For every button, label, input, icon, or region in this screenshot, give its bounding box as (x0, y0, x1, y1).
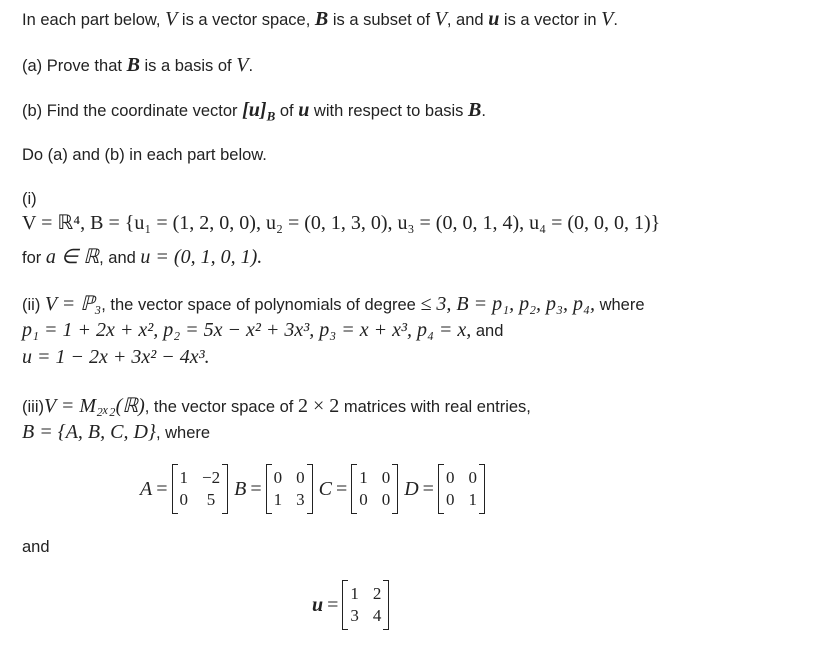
part-iii-B-def: B = {A, B, C, D} (22, 421, 156, 443)
part-b-text-4: . (481, 102, 486, 120)
part-ii-line3: u = 1 − 2x + 3x² − 4x³. (22, 346, 210, 368)
matrix-entry: 0 (381, 468, 391, 487)
matrix-entry: −2 (202, 468, 221, 487)
matrix-entry: 0 (179, 490, 188, 509)
matrix-B-label: B (234, 477, 247, 500)
left-bracket (342, 580, 348, 630)
part-i-u-def: u = (0, 1, 0, 1). (140, 246, 263, 268)
part-a-text-2: is a basis of (144, 57, 232, 75)
intro-line (22, 8, 618, 31)
symbol-V: V (601, 8, 614, 30)
symbol-B: B (468, 99, 482, 121)
matrix-entry: 0 (445, 490, 455, 509)
symbol-u: u (298, 99, 310, 121)
matrix-u-label: u (312, 593, 324, 616)
coordinate-subscript: B (266, 108, 276, 124)
left-bracket (172, 464, 178, 514)
symbol-V: V (165, 8, 178, 30)
intro-text-2: is a vector space, (181, 11, 311, 29)
part-i-label: (i) (22, 190, 37, 208)
coordinate-vector: [u] (242, 99, 267, 121)
equals-sign: = (327, 593, 339, 616)
part-iii-dim: 2 × 2 (297, 395, 340, 417)
part-a-text-3: . (248, 57, 254, 75)
matrix-entry: 0 (445, 468, 455, 487)
matrix-D-label: D (404, 477, 419, 500)
symbol-V: V (236, 54, 249, 76)
part-i-a-in-R: a ∈ ℝ (45, 246, 100, 268)
matrices-row (134, 464, 485, 514)
matrix-entry: 0 (296, 468, 305, 487)
part-a-text-1: (a) Prove that (22, 57, 122, 75)
matrix-entry: 0 (359, 490, 368, 509)
intro-text-3: is a subset of (332, 11, 431, 29)
equals-sign: = (335, 477, 348, 500)
part-ii-and: and (475, 322, 504, 340)
matrix-entry: 1 (179, 468, 188, 487)
symbol-B: B (314, 8, 329, 30)
part-iii-line2 (22, 421, 210, 444)
symbol-V: V (434, 8, 447, 30)
matrix-entry: 3 (350, 606, 359, 625)
part-b-text-3: with respect to basis (313, 102, 464, 120)
equals-sign: = (422, 477, 434, 500)
part-i-line1: V = ℝ⁴, B = {u₁ = (1, 2, 0, 0), u₂ = (0, 1, 3, 0), u₃ = (0, 0, 1, 4), u₄ = (0, 0, 0, 1)} (22, 212, 661, 234)
left-bracket (266, 464, 272, 514)
part-b-text-1: (b) Find the coordinate vector (22, 102, 238, 120)
right-bracket (222, 464, 228, 514)
right-bracket (383, 580, 389, 630)
part-b-text-2: of (279, 102, 294, 120)
matrix-entry: 0 (468, 468, 477, 487)
matrix-D (438, 464, 485, 514)
intro-text-4: , and (446, 11, 484, 29)
matrix-A-label: A (140, 477, 153, 500)
part-iii-label: (iii) (22, 398, 44, 416)
part-ii-where: where (599, 296, 645, 314)
part-iii-V-def: V = M₂ₓ₂(ℝ) (44, 395, 145, 417)
left-bracket (351, 464, 357, 514)
part-iii-text-1: , the vector space of (144, 398, 294, 416)
left-bracket (438, 464, 444, 514)
matrix-entry: 1 (350, 584, 359, 603)
matrix-C (351, 464, 398, 514)
part-iii-text-2: matrices with real entries, (343, 398, 531, 416)
right-bracket (479, 464, 485, 514)
matrix-B (266, 464, 313, 514)
part-iii-where: , where (155, 424, 211, 442)
part-ii-V-def: V = ℙ₃ (44, 293, 102, 315)
matrix-entry: 1 (273, 490, 283, 509)
right-bracket (307, 464, 313, 514)
part-ii-line2 (22, 319, 503, 342)
part-ii-text: , the vector space of polynomials of degree (101, 296, 416, 314)
symbol-B: B (126, 54, 140, 76)
matrix-u (342, 580, 389, 630)
part-ii-line1 (22, 291, 645, 316)
part-i-text-for: for (22, 249, 42, 267)
matrix-entry: 0 (273, 468, 283, 487)
matrix-entry: 3 (296, 490, 305, 509)
intro-text-6: . (613, 11, 618, 29)
part-ii-label: (ii) (22, 296, 41, 314)
and-label: and (22, 538, 50, 556)
right-bracket (392, 464, 398, 514)
part-b-line (22, 99, 486, 124)
part-i-text-and: , and (99, 249, 136, 267)
part-i-line2 (22, 244, 262, 269)
u-matrix-row (312, 580, 389, 630)
matrix-A (172, 464, 229, 514)
matrix-entry: 2 (372, 584, 382, 603)
equals-sign: = (156, 477, 168, 500)
symbol-u: u (488, 8, 500, 30)
intro-text-1: In each part below, (22, 11, 161, 29)
intro-text-5: is a vector in (503, 11, 597, 29)
part-iii-line1 (22, 393, 531, 418)
matrix-C-label: C (318, 477, 332, 500)
part-ii-B-def: ≤ 3, B = p₁, p₂, p₃, p₄, (420, 293, 595, 315)
matrix-entry: 4 (372, 606, 382, 625)
matrix-entry: 0 (381, 490, 391, 509)
instruction: Do (a) and (b) in each part below. (22, 146, 267, 164)
equals-sign: = (250, 477, 262, 500)
matrix-entry: 1 (468, 490, 477, 509)
part-a-line (22, 54, 253, 77)
matrix-entry: 1 (359, 468, 368, 487)
part-ii-polynomials: p₁ = 1 + 2x + x², p₂ = 5x − x² + 3x³, p₃ = x + x³, p₄ = x, (22, 319, 472, 341)
matrix-entry: 5 (206, 490, 216, 509)
